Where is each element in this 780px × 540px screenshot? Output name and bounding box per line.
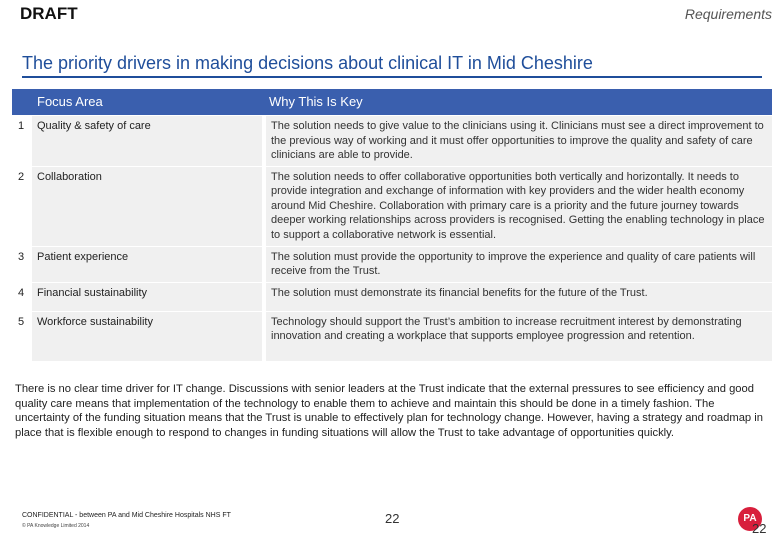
row-number: 4 (12, 282, 32, 311)
table-row (12, 246, 772, 282)
table-row (12, 116, 772, 167)
focus-area-cell: Financial sustainability (32, 282, 264, 311)
why-key-cell: The solution must provide the opportunity to improve the experience and quality of care patients will receive from the Trust. (264, 246, 772, 282)
number-column-header (12, 89, 32, 116)
page-title: The priority drivers in making decisions about clinical IT in Mid Cheshire (22, 53, 593, 73)
draft-label: DRAFT (20, 4, 78, 23)
title-divider (22, 76, 762, 78)
column-header-why-key: Why This Is Key (264, 89, 772, 116)
row-number: 5 (12, 311, 32, 361)
table-row (12, 166, 772, 246)
table-row (12, 282, 772, 311)
footer-page-number: 22 (385, 511, 400, 526)
row-number: 1 (12, 116, 32, 167)
section-label: Requirements (684, 6, 772, 22)
why-key-cell: The solution needs to give value to the clinicians using it. Clinicians must see a direct improvement to the previous way of working and it must offer opportunities to improve the quality and safety of care clinicians are able to provide. (264, 116, 772, 167)
pa-logo-icon: PA (738, 507, 762, 531)
focus-area-cell: Collaboration (32, 166, 264, 246)
confidential-notice: CONFIDENTIAL - between PA and Mid Cheshire Hospitals NHS FT (22, 512, 231, 519)
why-key-cell: The solution must demonstrate its financial benefits for the future of the Trust. (264, 282, 772, 311)
focus-area-cell: Quality & safety of care (32, 116, 264, 167)
why-key-cell: Technology should support the Trust’s ambition to increase recruitment interest by demonstrating innovation and creating a workplace that supports employee progression and retention. (264, 311, 772, 361)
row-number: 2 (12, 166, 32, 246)
why-key-cell: The solution needs to offer collaborative opportunities both vertically and horizontally. It needs to provide integration and exchange of information with key providers and the wider health economy around Mid Cheshire. Collaboration with primary care is a priority and the future journey towards deeper working relationships across providers is recognised. Getting the enabling technology in place to support a collaborative network is essential. (264, 166, 772, 246)
table-row (12, 311, 772, 361)
focus-area-cell: Workforce sustainability (32, 311, 264, 361)
row-number: 3 (12, 246, 32, 282)
focus-area-cell: Patient experience (32, 246, 264, 282)
corner-page-number: 22 (752, 521, 767, 536)
priority-drivers-table (12, 89, 772, 361)
copyright-notice: © PA Knowledge Limited 2014 (22, 523, 90, 529)
table-header-row (12, 89, 772, 116)
summary-paragraph: There is no clear time driver for IT change. Discussions with senior leaders at the Trust indicate that the external pressures to see efficiency and good quality care means that implementation of the technology to enable them to achieve and maintain this should be done in a timely fashion. The uncertainty of the funding situation means that the Trust is unable to effectively plan for technology change. However, having a strategy and roadmap in place that is flexible enough to respond to changes in funding situations will allow the Trust to take advantage of opportunities quickly. (15, 383, 763, 439)
column-header-focus-area: Focus Area (32, 89, 264, 116)
